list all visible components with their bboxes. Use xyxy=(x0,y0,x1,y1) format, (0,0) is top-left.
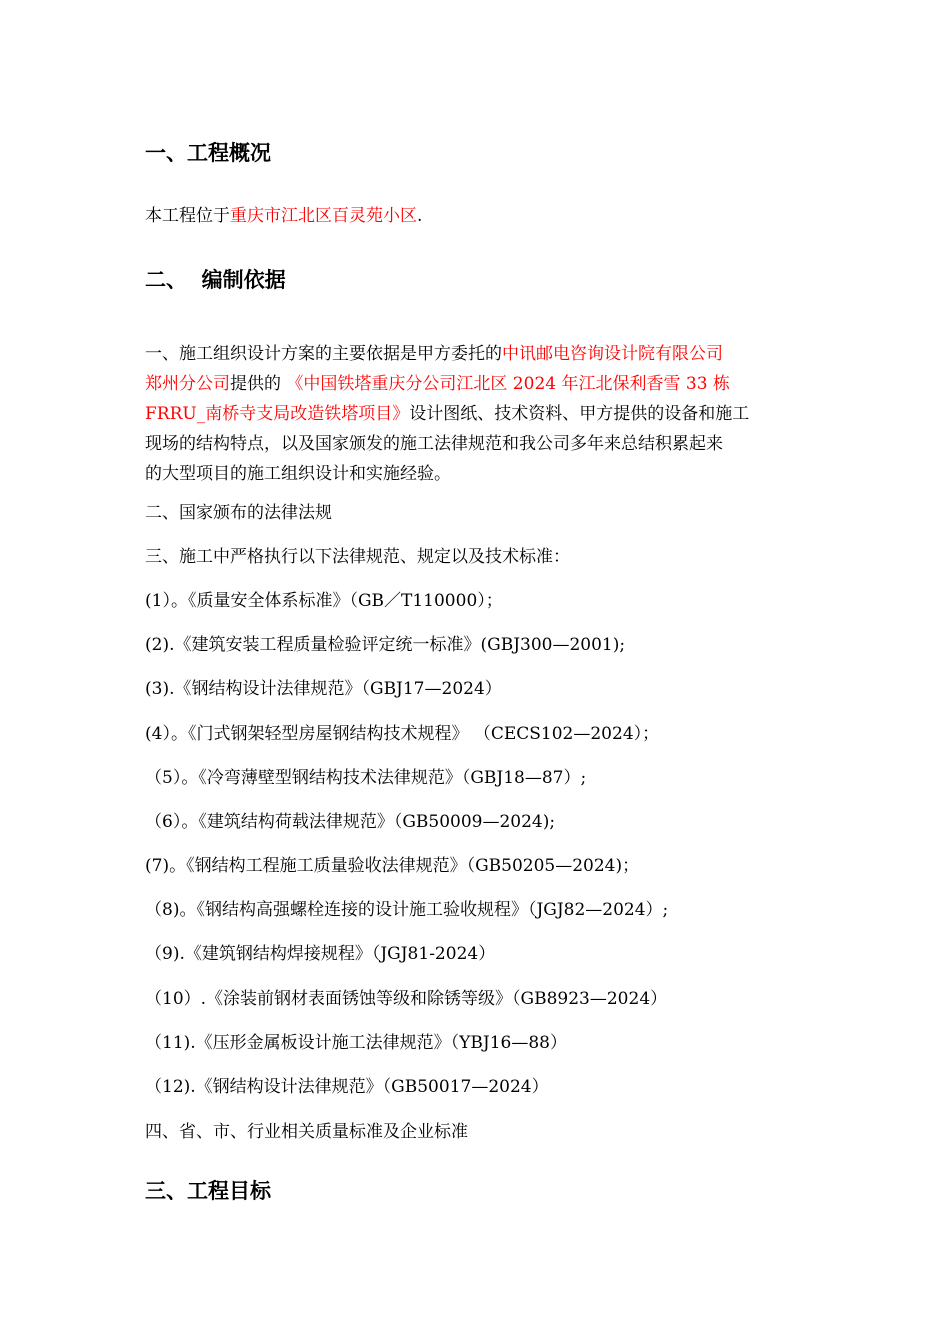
standard-item: (2).《建筑安装工程质量检验评定统一标准》(GBJ300—2001); xyxy=(145,635,626,655)
basis-line-2 xyxy=(145,369,810,399)
standard-item: （6）。《建筑结构荷载法律规范》（GB50009—2024); xyxy=(145,812,556,832)
section-3-heading: 三、工程目标 xyxy=(145,1179,271,1203)
location-prefix: 本工程位于 xyxy=(145,206,230,226)
project-name: 《中国铁塔重庆分公司江北区 2024 年江北保利香雪 33 栋 xyxy=(286,374,730,394)
standard-item: （10）.《涂装前钢材表面锈蚀等级和除锈等级》（GB8923—2024） xyxy=(145,989,668,1009)
standards-intro: 三、施工中严格执行以下法律规范、规定以及技术标准： xyxy=(145,547,570,567)
section-2-heading: 二、 编制依据 xyxy=(145,268,286,292)
basis-line-3 xyxy=(145,399,810,429)
designer-branch: 郑州分公司 xyxy=(145,374,230,394)
location-suffix: . xyxy=(417,206,423,226)
industry-standards-item: 四、省、市、行业相关质量标准及企业标准 xyxy=(145,1122,468,1142)
standard-item: （8)。《钢结构高强螺栓连接的设计施工验收规程》（JGJ82—2024）; xyxy=(145,900,669,920)
project-name-cont: FRRU_南桥寺支局改造铁塔项目》 xyxy=(145,404,410,424)
standard-item: （5）。《冷弯薄壁型钢结构技术法律规范》（GBJ18—87）; xyxy=(145,768,587,788)
basis-text: 一、施工组织设计方案的主要依据是甲方委托的 xyxy=(145,344,502,364)
standard-item: (3).《钢结构设计法律规范》（GBJ17—2024） xyxy=(145,679,502,699)
basis-paragraph xyxy=(145,339,810,489)
standard-item: （11).《压形金属板设计施工法律规范》（YBJ16—88） xyxy=(145,1033,567,1053)
designer-company: 中讯邮电咨询设计院有限公司 xyxy=(502,344,723,364)
location-name: 重庆市江北区百灵苑小区 xyxy=(230,206,417,226)
standard-item: (1）。《质量安全体系标准》（GB／T110000）； xyxy=(145,591,503,611)
standard-item: （12).《钢结构设计法律规范》（GB50017—2024） xyxy=(145,1077,549,1097)
standard-item: （9).《建筑钢结构焊接规程》（JGJ81-2024） xyxy=(145,944,496,964)
basis-line-1 xyxy=(145,339,810,369)
project-location-paragraph xyxy=(145,201,810,231)
standard-item: (7)。《钢结构工程施工质量验收法律规范》（GB50205—2024)； xyxy=(145,856,640,876)
basis-text: 提供的 xyxy=(230,374,287,394)
section-1-heading: 一、工程概况 xyxy=(145,141,271,165)
standard-item: (4）。《门式钢架轻型房屋钢结构技术规程》 （CECS102—2024）； xyxy=(145,724,660,744)
laws-item: 二、国家颁布的法律法规 xyxy=(145,503,332,523)
basis-text: 设计图纸、技术资料、甲方提供的设备和施工 xyxy=(409,404,750,424)
basis-line-5: 的大型项目的施工组织设计和实施经验。 xyxy=(145,464,451,484)
basis-line-4: 现场的结构特点，以及国家颁发的施工法律规范和我公司多年来总结积累起来 xyxy=(145,434,723,454)
